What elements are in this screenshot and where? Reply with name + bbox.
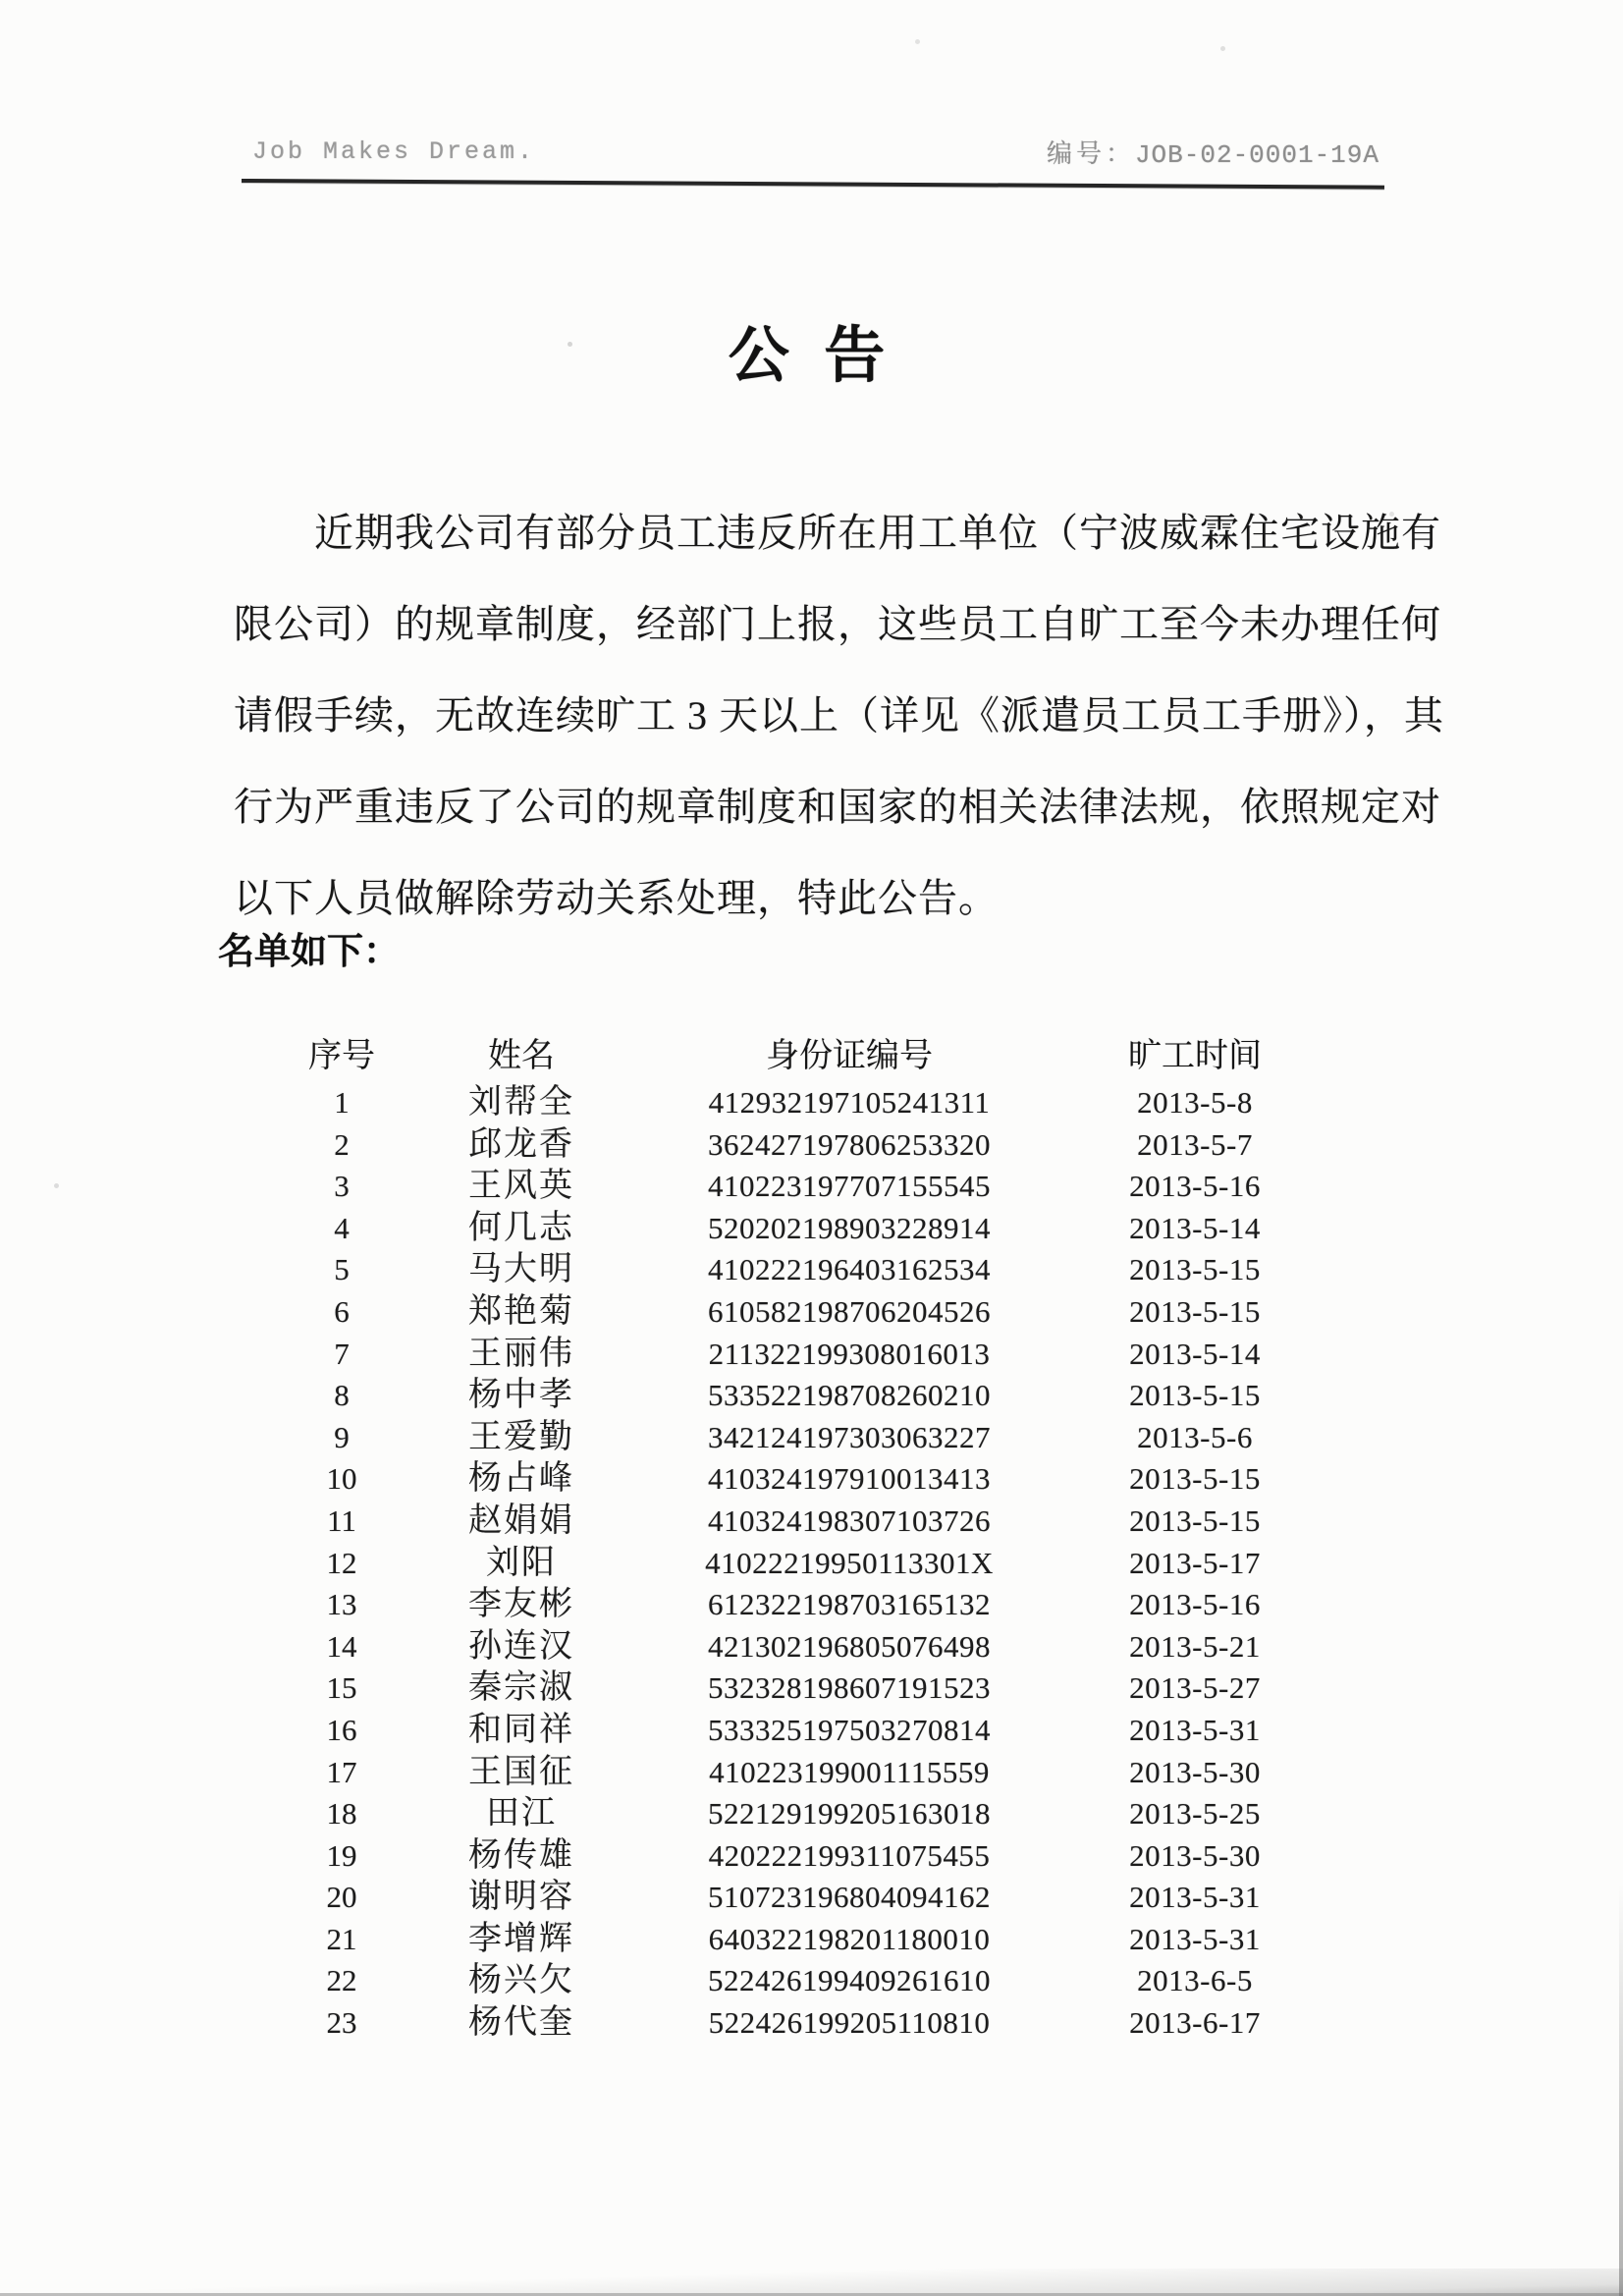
cell-id-card-number: 421302196805076498 bbox=[708, 1628, 991, 1664]
paragraph-line: 近期我公司有部分员工违反所在用工单位（宁波威霖住宅设施有 bbox=[314, 511, 1441, 555]
page-title: 公 告 bbox=[728, 323, 895, 390]
cell-id-card-number: 640322198201180010 bbox=[708, 1921, 991, 1956]
cell-id-card-number: 410223199001115559 bbox=[709, 1754, 990, 1789]
table-row bbox=[273, 1208, 1324, 1250]
scan-speck bbox=[1389, 512, 1394, 517]
cell-serial-number: 12 bbox=[326, 1545, 357, 1580]
cell-serial-number: 23 bbox=[326, 2005, 357, 2041]
paragraph-line: 限公司）的规章制度，经部门上报，这些员工自旷工至今未办理任何 bbox=[234, 602, 1441, 646]
scan-speck bbox=[1220, 46, 1225, 51]
column-header: 身份证编号 bbox=[766, 1038, 933, 1074]
cell-id-card-number: 510723196804094162 bbox=[708, 1880, 991, 1915]
cell-id-card-number: 410222196403162534 bbox=[708, 1252, 991, 1287]
table-row bbox=[273, 1667, 1324, 1710]
cell-id-card-number: 522129199205163018 bbox=[708, 1796, 991, 1831]
cell-absence-date: 2013-5-15 bbox=[1129, 1293, 1261, 1329]
list-label: 名单如下： bbox=[218, 932, 400, 972]
cell-employee-name: 王爱勤 bbox=[468, 1418, 574, 1455]
cell-employee-name: 秦宗淑 bbox=[468, 1669, 574, 1707]
cell-id-card-number: 522426199205110810 bbox=[708, 2005, 991, 2041]
table-row bbox=[273, 1334, 1324, 1376]
cell-serial-number: 8 bbox=[334, 1378, 350, 1413]
cell-serial-number: 3 bbox=[334, 1169, 350, 1204]
cell-employee-name: 谢明容 bbox=[468, 1879, 574, 1916]
cell-id-card-number: 342124197303063227 bbox=[708, 1419, 991, 1454]
column-header: 序号 bbox=[308, 1038, 375, 1074]
table-row bbox=[273, 1710, 1324, 1752]
document-number-value: JOB-02-0001-19A bbox=[1134, 140, 1380, 170]
cell-id-card-number: 522426199409261610 bbox=[708, 1963, 991, 1998]
cell-absence-date: 2013-5-8 bbox=[1137, 1085, 1253, 1120]
cell-serial-number: 19 bbox=[326, 1837, 357, 1873]
cell-employee-name: 何几志 bbox=[468, 1209, 574, 1246]
table-row bbox=[273, 1166, 1324, 1208]
paragraph-line: 行为严重违反了公司的规章制度和国家的相关法律法规，依照规定对 bbox=[234, 785, 1441, 829]
cell-employee-name: 和同祥 bbox=[468, 1711, 574, 1748]
cell-id-card-number: 410324197910013413 bbox=[708, 1461, 991, 1497]
cell-employee-name: 杨兴欠 bbox=[468, 1962, 574, 1999]
cell-employee-name: 孙连汉 bbox=[468, 1627, 574, 1665]
scan-right-edge bbox=[1619, 1884, 1623, 2296]
cell-absence-date: 2013-5-15 bbox=[1129, 1461, 1261, 1497]
cell-employee-name: 邱龙香 bbox=[468, 1125, 574, 1163]
letterhead-slogan: Job Makes Dream. bbox=[252, 137, 536, 166]
cell-employee-name: 田江 bbox=[486, 1795, 557, 1832]
cell-employee-name: 马大明 bbox=[468, 1251, 574, 1288]
cell-serial-number: 4 bbox=[334, 1210, 350, 1245]
cell-serial-number: 6 bbox=[334, 1293, 350, 1329]
cell-id-card-number: 410324198307103726 bbox=[708, 1503, 991, 1538]
cell-absence-date: 2013-5-30 bbox=[1129, 1754, 1261, 1789]
cell-serial-number: 11 bbox=[327, 1503, 356, 1538]
cell-id-card-number: 520202198903228914 bbox=[708, 1210, 991, 1245]
cell-absence-date: 2013-5-15 bbox=[1129, 1378, 1261, 1413]
scan-bottom-shadow bbox=[0, 2269, 1623, 2296]
cell-employee-name: 刘帮全 bbox=[468, 1084, 574, 1121]
cell-absence-date: 2013-5-16 bbox=[1129, 1169, 1261, 1204]
cell-employee-name: 王国征 bbox=[468, 1753, 574, 1790]
cell-employee-name: 李增辉 bbox=[468, 1920, 574, 1957]
cell-employee-name: 杨占峰 bbox=[468, 1460, 574, 1498]
cell-id-card-number: 612322198703165132 bbox=[708, 1587, 991, 1622]
cell-absence-date: 2013-5-15 bbox=[1129, 1503, 1261, 1538]
cell-id-card-number: 610582198706204526 bbox=[708, 1293, 991, 1329]
table-row bbox=[273, 1458, 1324, 1501]
cell-absence-date: 2013-5-6 bbox=[1137, 1419, 1253, 1454]
table-row bbox=[273, 1375, 1324, 1417]
cell-employee-name: 王风英 bbox=[468, 1168, 574, 1205]
table-row bbox=[273, 1835, 1324, 1878]
cell-serial-number: 10 bbox=[326, 1461, 357, 1497]
paragraph-line: 请假手续，无故连续旷工 3 天以上（详见《派遣员工员工手册》），其 bbox=[234, 693, 1444, 738]
table-row bbox=[273, 1082, 1324, 1124]
cell-absence-date: 2013-5-15 bbox=[1129, 1252, 1261, 1287]
cell-employee-name: 王丽伟 bbox=[468, 1335, 574, 1372]
scan-speck bbox=[568, 342, 572, 347]
cell-absence-date: 2013-5-16 bbox=[1129, 1587, 1261, 1622]
table-body bbox=[273, 1082, 1324, 2045]
document-number bbox=[1047, 134, 1380, 170]
table-header-row bbox=[273, 1033, 1324, 1080]
cell-employee-name: 杨中孝 bbox=[468, 1377, 574, 1414]
cell-absence-date: 2013-5-27 bbox=[1129, 1670, 1261, 1706]
cell-serial-number: 21 bbox=[326, 1921, 357, 1956]
cell-id-card-number: 410223197707155545 bbox=[708, 1169, 991, 1204]
cell-absence-date: 2013-5-31 bbox=[1129, 1921, 1261, 1956]
table-row bbox=[273, 1877, 1324, 1919]
table-row bbox=[273, 1501, 1324, 1543]
table-row bbox=[273, 1291, 1324, 1334]
cell-id-card-number: 412932197105241311 bbox=[708, 1085, 991, 1120]
cell-serial-number: 2 bbox=[334, 1126, 350, 1162]
column-header: 旷工时间 bbox=[1128, 1038, 1262, 1074]
cell-serial-number: 16 bbox=[326, 1712, 357, 1747]
document-number-label: 编号： bbox=[1046, 139, 1135, 168]
cell-id-card-number: 211322199308016013 bbox=[708, 1336, 991, 1371]
cell-serial-number: 14 bbox=[326, 1628, 357, 1664]
paragraph-line: 以下人员做解除劳动关系处理，特此公告。 bbox=[234, 876, 999, 920]
cell-serial-number: 5 bbox=[334, 1252, 350, 1287]
cell-employee-name: 郑艳菊 bbox=[468, 1292, 574, 1330]
cell-id-card-number: 41022219950113301X bbox=[705, 1545, 994, 1580]
dismissed-employees-table bbox=[273, 1033, 1324, 2045]
cell-serial-number: 13 bbox=[326, 1587, 357, 1622]
cell-absence-date: 2013-6-17 bbox=[1129, 2005, 1261, 2041]
cell-id-card-number: 532328198607191523 bbox=[708, 1670, 991, 1706]
cell-absence-date: 2013-5-14 bbox=[1129, 1336, 1261, 1371]
cell-employee-name: 杨代奎 bbox=[468, 2004, 574, 2042]
cell-absence-date: 2013-6-5 bbox=[1137, 1963, 1253, 1998]
cell-serial-number: 17 bbox=[326, 1754, 357, 1789]
cell-absence-date: 2013-5-17 bbox=[1129, 1545, 1261, 1580]
cell-absence-date: 2013-5-30 bbox=[1129, 1837, 1261, 1873]
cell-employee-name: 赵娟娟 bbox=[468, 1502, 574, 1539]
cell-serial-number: 18 bbox=[326, 1796, 357, 1831]
letterhead-divider-line bbox=[242, 179, 1384, 190]
cell-id-card-number: 533522198708260210 bbox=[708, 1378, 991, 1413]
table-row bbox=[273, 1960, 1324, 2002]
table-row bbox=[273, 1626, 1324, 1668]
cell-serial-number: 22 bbox=[326, 1963, 357, 1998]
cell-absence-date: 2013-5-31 bbox=[1129, 1712, 1261, 1747]
table-row bbox=[273, 1417, 1324, 1459]
cell-employee-name: 李友彬 bbox=[468, 1586, 574, 1623]
cell-absence-date: 2013-5-25 bbox=[1129, 1796, 1261, 1831]
table-row bbox=[273, 1793, 1324, 1835]
cell-id-card-number: 533325197503270814 bbox=[708, 1712, 991, 1747]
cell-employee-name: 刘阳 bbox=[486, 1544, 557, 1581]
table-row bbox=[273, 1584, 1324, 1626]
column-header: 姓名 bbox=[488, 1038, 555, 1074]
cell-absence-date: 2013-5-14 bbox=[1129, 1210, 1261, 1245]
scan-speck bbox=[54, 1183, 59, 1188]
cell-employee-name: 杨传雄 bbox=[468, 1836, 574, 1874]
scan-speck bbox=[915, 39, 920, 44]
table-row bbox=[273, 1919, 1324, 1961]
table-row bbox=[273, 1543, 1324, 1585]
cell-id-card-number: 362427197806253320 bbox=[708, 1126, 991, 1162]
cell-serial-number: 9 bbox=[334, 1419, 350, 1454]
cell-absence-date: 2013-5-31 bbox=[1129, 1880, 1261, 1915]
cell-serial-number: 15 bbox=[326, 1670, 357, 1706]
notice-body-paragraph bbox=[234, 487, 1444, 944]
cell-absence-date: 2013-5-7 bbox=[1137, 1126, 1253, 1162]
table-row bbox=[273, 1124, 1324, 1167]
cell-id-card-number: 420222199311075455 bbox=[708, 1837, 991, 1873]
cell-serial-number: 1 bbox=[334, 1085, 350, 1120]
table-row bbox=[273, 1249, 1324, 1291]
cell-absence-date: 2013-5-21 bbox=[1129, 1628, 1261, 1664]
cell-serial-number: 20 bbox=[326, 1880, 357, 1915]
table-row bbox=[273, 2002, 1324, 2045]
cell-serial-number: 7 bbox=[334, 1336, 350, 1371]
table-row bbox=[273, 1752, 1324, 1794]
